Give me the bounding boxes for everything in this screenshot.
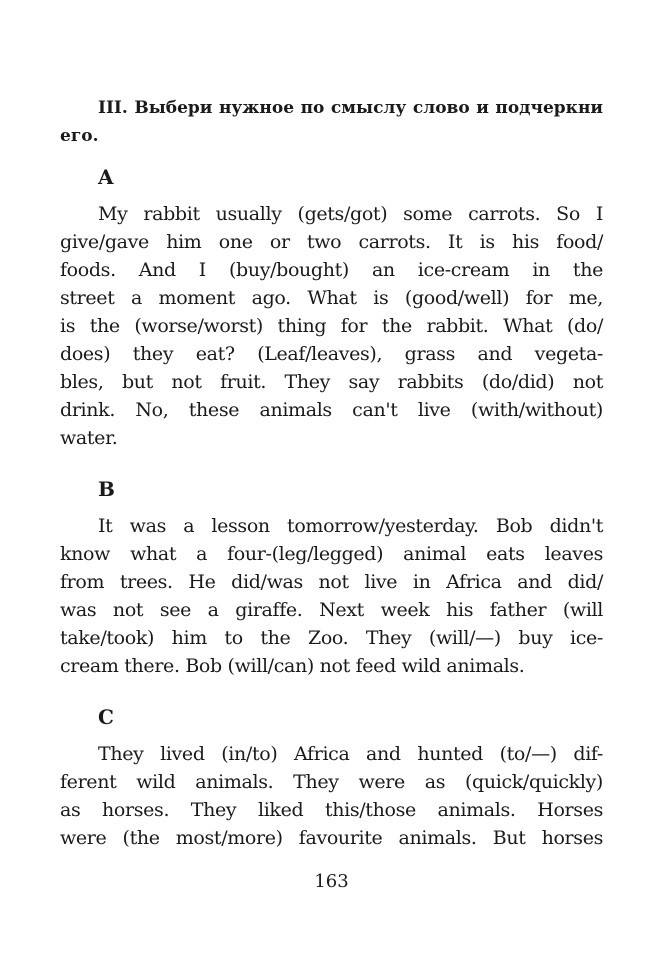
section-a-paragraph: [60, 200, 603, 452]
text-line: does) they eat? (Leaf/leaves), grass and vegeta-: [60, 343, 603, 365]
section-b-letter: B: [98, 477, 115, 501]
text-line: from trees. He did/was not live in Africa and did/: [60, 571, 603, 593]
section-c-paragraph: [60, 740, 603, 852]
text-line: were (the most/more) favourite animals. But horses: [60, 827, 603, 849]
task-heading: III. Выбери нужное по смыслу слово и подчеркни его.: [60, 98, 603, 146]
text-line: as horses. They liked this/those animals. Horses: [60, 799, 603, 821]
section-c-letter: C: [98, 705, 114, 729]
text-line: bles, but not fruit. They say rabbits (do/did) not: [60, 371, 603, 393]
text-line: is the (worse/worst) thing for the rabbit. What (do/: [60, 315, 603, 337]
text-line: was not see a giraffe. Next week his father (will: [60, 599, 603, 621]
text-line: foods. And I (buy/bought) an ice-cream in the: [60, 259, 603, 281]
text-line: cream there. Bob (will/can) not feed wild animals.: [60, 655, 525, 677]
text-line: give/gave him one or two carrots. It is his food/: [60, 231, 603, 253]
text-line: water.: [60, 427, 118, 449]
text-line: My rabbit usually (gets/got) some carrots. So I: [98, 203, 603, 225]
page-number: 163: [314, 871, 349, 892]
section-a-letter: A: [98, 165, 114, 189]
page-content: [60, 94, 603, 852]
text-line: It was a lesson tomorrow/yesterday. Bob didn't: [98, 515, 603, 537]
text-line: street a moment ago. What is (good/well) for me,: [60, 287, 603, 309]
text-line: They lived (in/to) Africa and hunted (to/—) dif-: [98, 743, 603, 765]
text-line: take/took) him to the Zoo. They (will/—) buy ice-: [60, 627, 603, 649]
text-line: ferent wild animals. They were as (quick/quickly): [60, 771, 603, 793]
text-line: drink. No, these animals can't live (with/without): [60, 399, 603, 421]
text-line: know what a four-(leg/legged) animal eats leaves: [60, 543, 603, 565]
section-b-paragraph: [60, 512, 603, 680]
